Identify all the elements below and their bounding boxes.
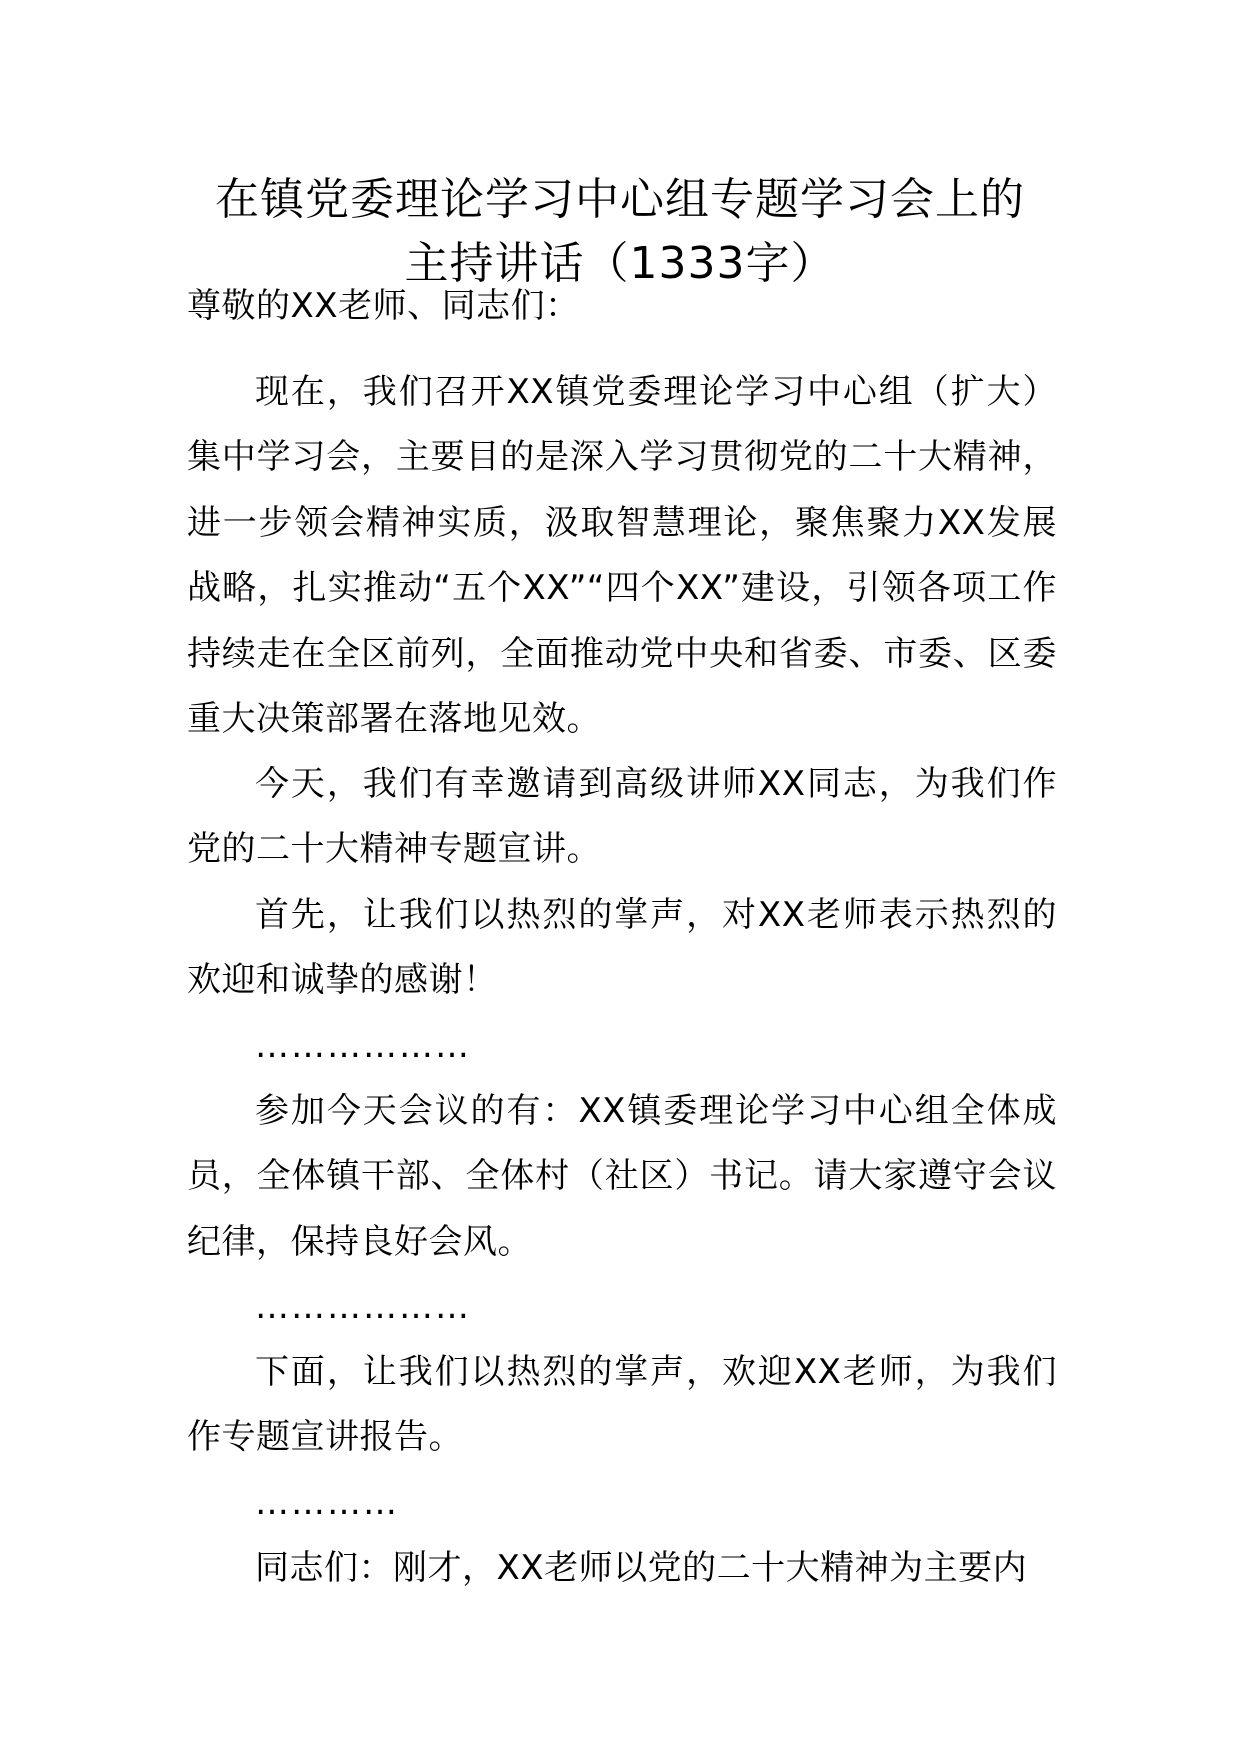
ellipsis-separator: ……………… [255, 1287, 471, 1327]
paragraph-welcome: 首先，让我们以热烈的掌声，对XX老师表示热烈的欢迎和诚挚的感谢！ [187, 895, 1057, 1001]
paragraph-guest-introduction: 今天，我们有幸邀请到高级讲师XX同志，为我们作党的二十大精神专题宣讲。 [187, 764, 1057, 870]
ellipsis-separator: ………… [255, 1483, 399, 1523]
document-title-line-1: 在镇党委理论学习中心组专题学习会上的 [215, 174, 1025, 225]
paragraph-opening: 现在，我们召开XX镇党委理论学习中心组（扩大）集中学习会，主要目的是深入学习贯彻党的二十大精神，进一步领会精神实质，汲取智慧理论，聚焦聚力XX发展战略，扎实推动“五个XX”“四个XX”建设，引领各项工作持续走在全区前列，全面推动党中央和省委、市委、区委重大决策部署在落地见效。 [187, 372, 1057, 740]
ellipsis-separator: ……………… [255, 1026, 471, 1066]
paragraph-report-invitation: 下面，让我们以热烈的掌声，欢迎XX老师，为我们作专题宣讲报告。 [187, 1352, 1057, 1458]
paragraph-attendees: 参加今天会议的有：XX镇委理论学习中心组全体成员，全体镇干部、全体村（社区）书记。请大家遵守会议纪律，保持良好会风。 [187, 1091, 1057, 1262]
paragraph-closing-start: 同志们：刚才，XX老师以党的二十大精神为主要内 [255, 1548, 1028, 1588]
salutation: 尊敬的XX老师、同志们： [187, 286, 580, 326]
document-title-line-2: 主持讲话（1333字） [404, 238, 836, 289]
